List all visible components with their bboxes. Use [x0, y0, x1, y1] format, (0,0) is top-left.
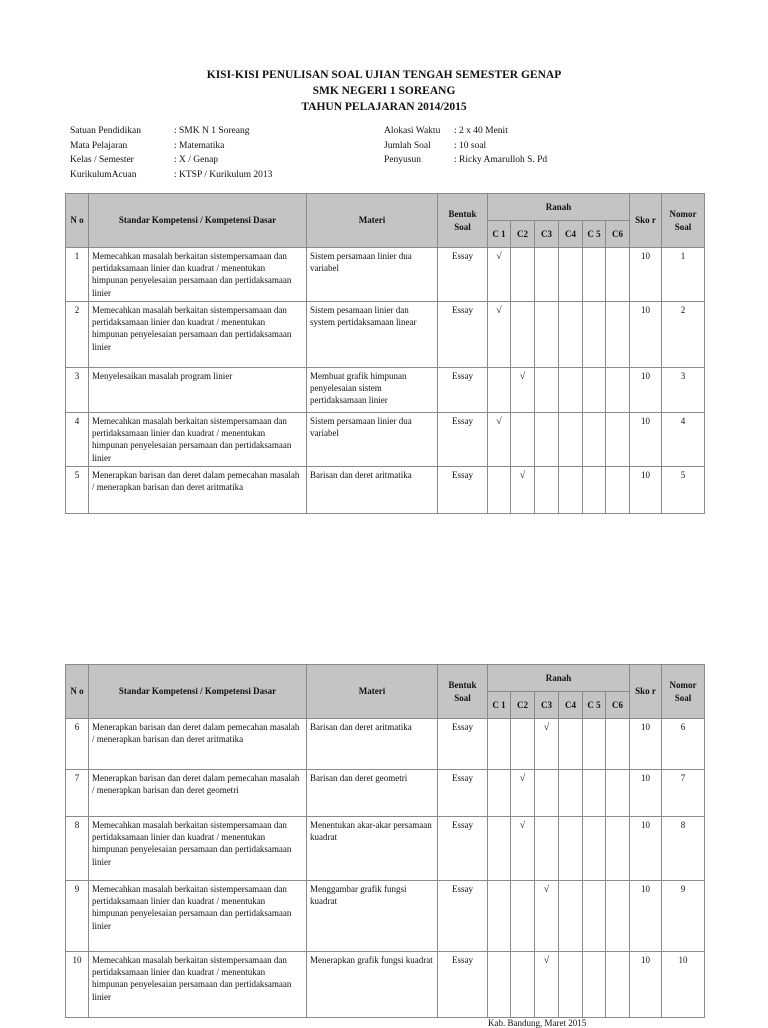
cell-bentuk-soal: Essay: [438, 302, 488, 368]
cell-c4: [559, 881, 583, 952]
cell-skor: 10: [630, 770, 662, 817]
header-nomor-soal: Nomor Soal: [662, 665, 705, 719]
cell-c4: [559, 719, 583, 770]
cell-skor: 10: [630, 719, 662, 770]
title-line-3: TAHUN PELAJARAN 2014/2015: [301, 101, 467, 113]
header-c6: C6: [606, 692, 630, 719]
cell-c4: [559, 770, 583, 817]
info-value: : Matematika: [174, 140, 225, 151]
cell-skor: 10: [630, 368, 662, 413]
check-mark-icon: √: [519, 371, 526, 382]
cell-c6: [606, 368, 630, 413]
cell-skor: 10: [630, 413, 662, 467]
info-right: [384, 124, 684, 168]
footer-place-date: Kab. Bandung, Maret 2015: [488, 1018, 587, 1028]
cell-skor: 10: [630, 466, 662, 513]
cell-c6: [606, 817, 630, 881]
cell-c1: [488, 770, 511, 817]
cell-materi: Sistem persamaan linier dua variabel: [307, 248, 438, 302]
info-label: Satuan Pendidikan: [70, 126, 141, 136]
cell-c6: [606, 413, 630, 467]
cell-nomor-soal: 9: [662, 881, 705, 952]
cell-skor: 10: [630, 248, 662, 302]
cell-standar-kompetensi: Memecahkan masalah berkaitan sistempersamaan dan pertidaksamaan linier dan kuadrat / menentukan himpunan penyelesaian persamaan dan pertidaksamaan linier: [89, 817, 307, 881]
cell-bentuk-soal: Essay: [438, 719, 488, 770]
cell-nomor-soal: 8: [662, 817, 705, 881]
info-value: : SMK N 1 Soreang: [174, 126, 250, 136]
check-mark-icon: √: [519, 469, 526, 481]
cell-c3: [535, 413, 559, 467]
cell-c6: [606, 881, 630, 952]
cell-no: 7: [66, 770, 89, 817]
info-value: : KTSP / Kurikulum 2013: [174, 169, 273, 180]
title-line-2: SMK NEGERI 1 SOREANG: [312, 85, 456, 97]
info-value: : X / Genap: [174, 155, 219, 165]
cell-c3: [535, 881, 559, 952]
info-row: [70, 139, 370, 154]
cell-materi: Menerapkan grafik fungsi kuadrat: [307, 952, 438, 1018]
cell-c3: [535, 770, 559, 817]
cell-no: 5: [66, 466, 89, 513]
cell-no: 2: [66, 302, 89, 368]
document-title: [0, 67, 768, 115]
table-row: [66, 302, 705, 368]
check-mark-icon: √: [519, 773, 526, 784]
cell-materi: Sistem pesamaan linier dan system pertidaksamaan linear: [307, 302, 438, 368]
info-label: KurikulumAcuan: [70, 169, 137, 180]
table-row: [66, 719, 705, 770]
cell-bentuk-soal: Essay: [438, 368, 488, 413]
header-ranah: Ranah: [488, 194, 630, 221]
title-line-1: KISI-KISI PENULISAN SOAL UJIAN TENGAH SEMESTER GENAP: [206, 69, 562, 81]
table-row: [66, 413, 705, 467]
info-value: : Ricky Amarulloh S. Pd: [454, 155, 548, 165]
table-row: [66, 466, 705, 513]
cell-nomor-soal: 10: [662, 952, 705, 1018]
cell-no: 8: [66, 817, 89, 881]
cell-c1: [488, 413, 511, 467]
info-row: [70, 124, 370, 139]
header-c3: C3: [535, 692, 559, 719]
cell-c3: [535, 466, 559, 513]
header-standar-kompetensi: Standar Kompetensi / Kompetensi Dasar: [89, 665, 307, 719]
cell-skor: 10: [630, 302, 662, 368]
cell-standar-kompetensi: Menyelesaikan masalah program linier: [89, 368, 307, 413]
cell-c3: [535, 817, 559, 881]
header-c6: C6: [606, 221, 630, 248]
check-mark-icon: √: [496, 251, 502, 262]
table-row: [66, 952, 705, 1018]
info-row: [384, 139, 684, 154]
cell-no: 6: [66, 719, 89, 770]
info-label: Penyusun: [384, 155, 421, 165]
cell-skor: 10: [630, 817, 662, 881]
cell-c6: [606, 466, 630, 513]
cell-c1: [488, 368, 511, 413]
cell-no: 4: [66, 413, 89, 467]
cell-no: 1: [66, 248, 89, 302]
cell-nomor-soal: 3: [662, 368, 705, 413]
cell-c5: [583, 952, 606, 1018]
header-no: N o: [66, 665, 89, 719]
cell-nomor-soal: 5: [662, 466, 705, 513]
cell-materi: Barisan dan deret aritmatika: [307, 719, 438, 770]
cell-c4: [559, 368, 583, 413]
header-materi: Materi: [307, 194, 438, 248]
cell-bentuk-soal: Essay: [438, 881, 488, 952]
table-row: [66, 881, 705, 952]
cell-c5: [583, 466, 606, 513]
cell-nomor-soal: 1: [662, 248, 705, 302]
info-row: [70, 153, 370, 168]
info-value: : 2 x 40 Menit: [454, 126, 508, 136]
cell-nomor-soal: 6: [662, 719, 705, 770]
check-mark-icon: √: [519, 820, 526, 831]
cell-c5: [583, 302, 606, 368]
header-c3: C3: [535, 221, 559, 248]
header-c2: C2: [511, 692, 535, 719]
header-no: N o: [66, 194, 89, 248]
info-label: Mata Pelajaran: [70, 140, 128, 151]
cell-c1: [488, 817, 511, 881]
info-label: Alokasi Waktu: [384, 126, 441, 136]
header-skor: Sko r: [630, 665, 662, 719]
info-label: Kelas / Semester: [70, 155, 134, 165]
cell-no: 9: [66, 881, 89, 952]
info-value: : 10 soal: [454, 140, 487, 151]
cell-c5: [583, 368, 606, 413]
table-row: [66, 770, 705, 817]
cell-bentuk-soal: Essay: [438, 466, 488, 513]
cell-c1: [488, 881, 511, 952]
cell-c2: [511, 302, 535, 368]
cell-c4: [559, 302, 583, 368]
check-mark-icon: √: [543, 884, 550, 895]
table-row: [66, 817, 705, 881]
cell-standar-kompetensi: Menerapkan barisan dan deret dalam pemecahan masalah / menerapkan barisan dan deret aritmatika: [89, 719, 307, 770]
grid-table-2: [65, 664, 705, 1018]
cell-standar-kompetensi: Memecahkan masalah berkaitan sistempersamaan dan pertidaksamaan linier dan kuadrat / menentukan himpunan penyelesaian persamaan dan pertidaksamaan linier: [89, 248, 307, 302]
header-standar-kompetensi: Standar Kompetensi / Kompetensi Dasar: [89, 194, 307, 248]
header-c5: C 5: [583, 221, 606, 248]
cell-c3: [535, 368, 559, 413]
check-mark-icon: √: [496, 416, 502, 427]
cell-materi: Menggambar grafik fungsi kuadrat: [307, 881, 438, 952]
cell-c2: [511, 466, 535, 513]
cell-c2: [511, 952, 535, 1018]
cell-standar-kompetensi: Memecahkan masalah berkaitan sistempersamaan dan pertidaksamaan linier dan kuadrat / menentukan himpunan penyelesaian persamaan dan pertidaksamaan linier: [89, 413, 307, 467]
cell-c2: [511, 770, 535, 817]
cell-c2: [511, 817, 535, 881]
cell-bentuk-soal: Essay: [438, 770, 488, 817]
table-1-body: [66, 248, 705, 514]
cell-c3: [535, 302, 559, 368]
cell-no: 3: [66, 368, 89, 413]
info-row: [70, 168, 370, 183]
table-2-body: [66, 719, 705, 1018]
cell-c6: [606, 770, 630, 817]
header-nomor-soal: Nomor Soal: [662, 194, 705, 248]
header-c4: C4: [559, 692, 583, 719]
info-label: Jumlah Soal: [384, 140, 431, 151]
cell-c4: [559, 248, 583, 302]
cell-bentuk-soal: Essay: [438, 817, 488, 881]
cell-c1: [488, 952, 511, 1018]
cell-c5: [583, 881, 606, 952]
header-materi: Materi: [307, 665, 438, 719]
cell-c2: [511, 719, 535, 770]
cell-nomor-soal: 2: [662, 302, 705, 368]
cell-bentuk-soal: Essay: [438, 413, 488, 467]
check-mark-icon: √: [543, 722, 550, 733]
cell-c5: [583, 248, 606, 302]
cell-c5: [583, 770, 606, 817]
cell-c6: [606, 248, 630, 302]
cell-c3: [535, 719, 559, 770]
cell-materi: Membuat grafik himpunan penyelesaian sistem pertidaksamaan linier: [307, 368, 438, 413]
cell-no: 10: [66, 952, 89, 1018]
cell-c5: [583, 719, 606, 770]
info-row: [384, 124, 684, 139]
cell-materi: Sistem persamaan linier dua variabel: [307, 413, 438, 467]
grid-table-1: [65, 193, 705, 514]
cell-materi: Menentukan akar-akar persamaan kuadrat: [307, 817, 438, 881]
cell-nomor-soal: 7: [662, 770, 705, 817]
cell-c6: [606, 719, 630, 770]
cell-materi: Barisan dan deret aritmatika: [307, 466, 438, 513]
cell-standar-kompetensi: Memecahkan masalah berkaitan sistempersamaan dan pertidaksamaan linier dan kuadrat / menentukan himpunan penyelesaian persamaan dan pertidaksamaan linier: [89, 881, 307, 952]
cell-c4: [559, 466, 583, 513]
header-bentuk-soal: Bentuk Soal: [438, 194, 488, 248]
cell-materi: Barisan dan deret geometri: [307, 770, 438, 817]
cell-bentuk-soal: Essay: [438, 248, 488, 302]
check-mark-icon: √: [496, 305, 502, 316]
cell-c4: [559, 413, 583, 467]
cell-nomor-soal: 4: [662, 413, 705, 467]
cell-standar-kompetensi: Menerapkan barisan dan deret dalam pemecahan masalah / menerapkan barisan dan deret geometri: [89, 770, 307, 817]
header-bentuk-soal: Bentuk Soal: [438, 665, 488, 719]
header-c2: C2: [511, 221, 535, 248]
header-c5: C 5: [583, 692, 606, 719]
cell-c4: [559, 952, 583, 1018]
cell-standar-kompetensi: Memecahkan masalah berkaitan sistempersamaan dan pertidaksamaan linier dan kuadrat / menentukan himpunan penyelesaian persamaan dan pertidaksamaan linier: [89, 952, 307, 1018]
cell-c3: [535, 248, 559, 302]
cell-c1: [488, 302, 511, 368]
cell-c1: [488, 719, 511, 770]
check-mark-icon: √: [543, 955, 550, 966]
header-c1: C 1: [488, 221, 511, 248]
header-c4: C4: [559, 221, 583, 248]
info-row: [384, 153, 684, 168]
header-c1: C 1: [488, 692, 511, 719]
cell-c6: [606, 952, 630, 1018]
info-left: [70, 124, 370, 182]
cell-c1: [488, 466, 511, 513]
cell-c5: [583, 817, 606, 881]
cell-c2: [511, 413, 535, 467]
cell-skor: 10: [630, 952, 662, 1018]
cell-c3: [535, 952, 559, 1018]
cell-bentuk-soal: Essay: [438, 952, 488, 1018]
cell-c2: [511, 248, 535, 302]
header-skor: Sko r: [630, 194, 662, 248]
table-row: [66, 248, 705, 302]
cell-c2: [511, 881, 535, 952]
cell-skor: 10: [630, 881, 662, 952]
cell-c1: [488, 248, 511, 302]
header-ranah: Ranah: [488, 665, 630, 692]
table-row: [66, 368, 705, 413]
cell-standar-kompetensi: Menerapkan barisan dan deret dalam pemecahan masalah / menerapkan barisan dan deret aritmatika: [89, 466, 307, 513]
cell-c5: [583, 413, 606, 467]
cell-c2: [511, 368, 535, 413]
cell-standar-kompetensi: Memecahkan masalah berkaitan sistempersamaan dan pertidaksamaan linier dan kuadrat / menentukan himpunan penyelesaian persamaan dan pertidaksamaan linier: [89, 302, 307, 368]
cell-c4: [559, 817, 583, 881]
cell-c6: [606, 302, 630, 368]
